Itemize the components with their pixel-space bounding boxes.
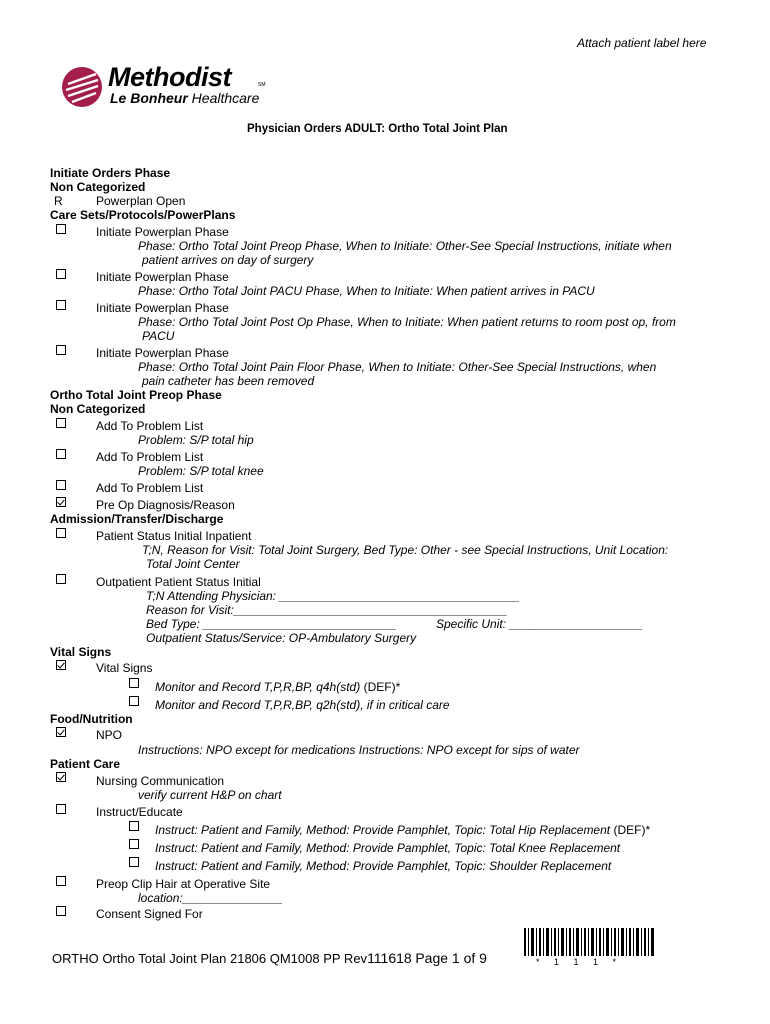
order-item: Initiate Powerplan Phase [96, 270, 229, 284]
sub-order-item: Instruct: Patient and Family, Method: Provide Pamphlet, Topic: Shoulder Replacement [155, 859, 612, 873]
order-detail: verify current H&P on chart [138, 788, 282, 802]
methodist-logo [60, 64, 270, 110]
section-heading: Vital Signs [50, 645, 112, 659]
logo-service-mark: SM [258, 82, 266, 88]
section-heading: Initiate Orders Phase [50, 166, 171, 180]
order-checkbox[interactable] [56, 574, 66, 584]
order-detail-field: Specific Unit: ____________________ [436, 617, 643, 631]
order-detail: Phase: Ortho Total Joint Preop Phase, When to Initiate: Other-See Special Instructions, initiate when [138, 239, 672, 253]
sub-order-checkbox[interactable] [129, 821, 139, 831]
order-item: NPO [96, 728, 123, 742]
order-detail: T;N, Reason for Visit: Total Joint Surgery, Bed Type: Other - see Special Instructions, Unit Location: [142, 543, 669, 557]
order-item: Outpatient Patient Status Initial [96, 575, 261, 589]
sub-order-checkbox[interactable] [129, 857, 139, 867]
order-checkbox-checked[interactable] [56, 497, 66, 507]
subsection-heading: Non Categorized [50, 180, 146, 194]
page-title: Physician Orders ADULT: Ortho Total Joint Plan [247, 123, 508, 135]
order-detail-field: T;N Attending Physician: ____________________________________ [146, 589, 520, 603]
subsection-heading: Care Sets/Protocols/PowerPlans [50, 208, 236, 222]
order-item: Add To Problem List [96, 450, 204, 464]
order-item: Pre Op Diagnosis/Reason [96, 498, 235, 512]
sub-order-checkbox[interactable] [129, 696, 139, 706]
sub-order-item: Monitor and Record T,P,R,BP, q2h(std), if in critical care [155, 698, 450, 712]
patient-label-note: Attach patient label here [577, 36, 707, 50]
order-detail: Outpatient Status/Service: OP-Ambulatory Surgery [146, 631, 417, 645]
order-checkbox-checked[interactable] [56, 727, 66, 737]
order-detail: Phase: Ortho Total Joint PACU Phase, When to Initiate: When patient arrives in PACU [138, 284, 595, 298]
order-item: Preop Clip Hair at Operative Site [96, 877, 271, 891]
sub-order-item: Monitor and Record T,P,R,BP, q4h(std) (DEF)* [155, 680, 401, 694]
order-detail: Phase: Ortho Total Joint Pain Floor Phase, When to Initiate: Other-See Special Instructions, when [138, 360, 657, 374]
logo-subtitle [110, 90, 259, 106]
order-item: Initiate Powerplan Phase [96, 301, 229, 315]
order-checkbox[interactable] [56, 480, 66, 490]
order-checkbox-checked[interactable] [56, 660, 66, 670]
required-marker: R [54, 194, 63, 208]
order-item: Add To Problem List [96, 481, 204, 495]
order-item: Initiate Powerplan Phase [96, 346, 229, 360]
sub-order-checkbox[interactable] [129, 839, 139, 849]
order-detail: pain catheter has been removed [142, 374, 315, 388]
order-item: Patient Status Initial Inpatient [96, 529, 252, 543]
sub-order-item: Instruct: Patient and Family, Method: Provide Pamphlet, Topic: Total Knee Replacement [155, 841, 621, 855]
order-item: Nursing Communication [96, 774, 225, 788]
order-detail: PACU [142, 329, 175, 343]
order-detail: Instructions: NPO except for medications Instructions: NPO except for sips of water [138, 743, 580, 757]
order-item: Instruct/Educate [96, 805, 183, 819]
order-item: Add To Problem List [96, 419, 204, 433]
order-detail: Problem: S/P total knee [138, 464, 264, 478]
sub-order-item: Instruct: Patient and Family, Method: Provide Pamphlet, Topic: Total Hip Replacement (DEF)* [155, 823, 651, 837]
order-detail-field: Reason for Visit:_________________________________________ [146, 603, 508, 617]
order-item: Powerplan Open [96, 194, 186, 208]
logo-name: Methodist [108, 62, 231, 92]
order-checkbox[interactable] [56, 906, 66, 916]
barcode-bars-icon [524, 928, 656, 956]
logo-mark-icon [60, 66, 106, 108]
order-checkbox[interactable] [56, 804, 66, 814]
order-item: Initiate Powerplan Phase [96, 225, 229, 239]
order-checkbox[interactable] [56, 345, 66, 355]
order-detail: patient arrives on day of surgery [142, 253, 314, 267]
order-checkbox[interactable] [56, 224, 66, 234]
sub-order-checkbox[interactable] [129, 678, 139, 688]
order-checkbox-checked[interactable] [56, 772, 66, 782]
section-heading: Ortho Total Joint Preop Phase [50, 388, 222, 402]
order-detail: Total Joint Center [146, 557, 240, 571]
section-heading: Food/Nutrition [50, 712, 133, 726]
order-item: Consent Signed For [96, 907, 203, 921]
logo-sub-bold: Le Bonheur [110, 90, 188, 106]
subsection-heading: Non Categorized [50, 402, 146, 416]
barcode-text: * 1 1 1 * [536, 957, 623, 967]
footer-text: ORTHO Ortho Total Joint Plan 21806 QM1008 PP Rev111618 Page 1 of 9 [52, 950, 487, 966]
barcode [524, 928, 656, 966]
order-checkbox[interactable] [56, 300, 66, 310]
order-checkbox[interactable] [56, 876, 66, 886]
order-checkbox[interactable] [56, 269, 66, 279]
order-item: Vital Signs [96, 661, 153, 675]
order-detail: Phase: Ortho Total Joint Post Op Phase, When to Initiate: When patient returns to room post op, from [138, 315, 676, 329]
section-heading: Patient Care [50, 757, 121, 771]
section-heading: Admission/Transfer/Discharge [50, 512, 224, 526]
order-checkbox[interactable] [56, 528, 66, 538]
logo-sub-rest: Healthcare [191, 90, 260, 106]
order-checkbox[interactable] [56, 449, 66, 459]
order-detail-field: location:_______________ [138, 891, 283, 905]
order-detail: Problem: S/P total hip [138, 433, 254, 447]
order-checkbox[interactable] [56, 418, 66, 428]
order-detail-field: Bed Type: _____________________________ [146, 617, 397, 631]
